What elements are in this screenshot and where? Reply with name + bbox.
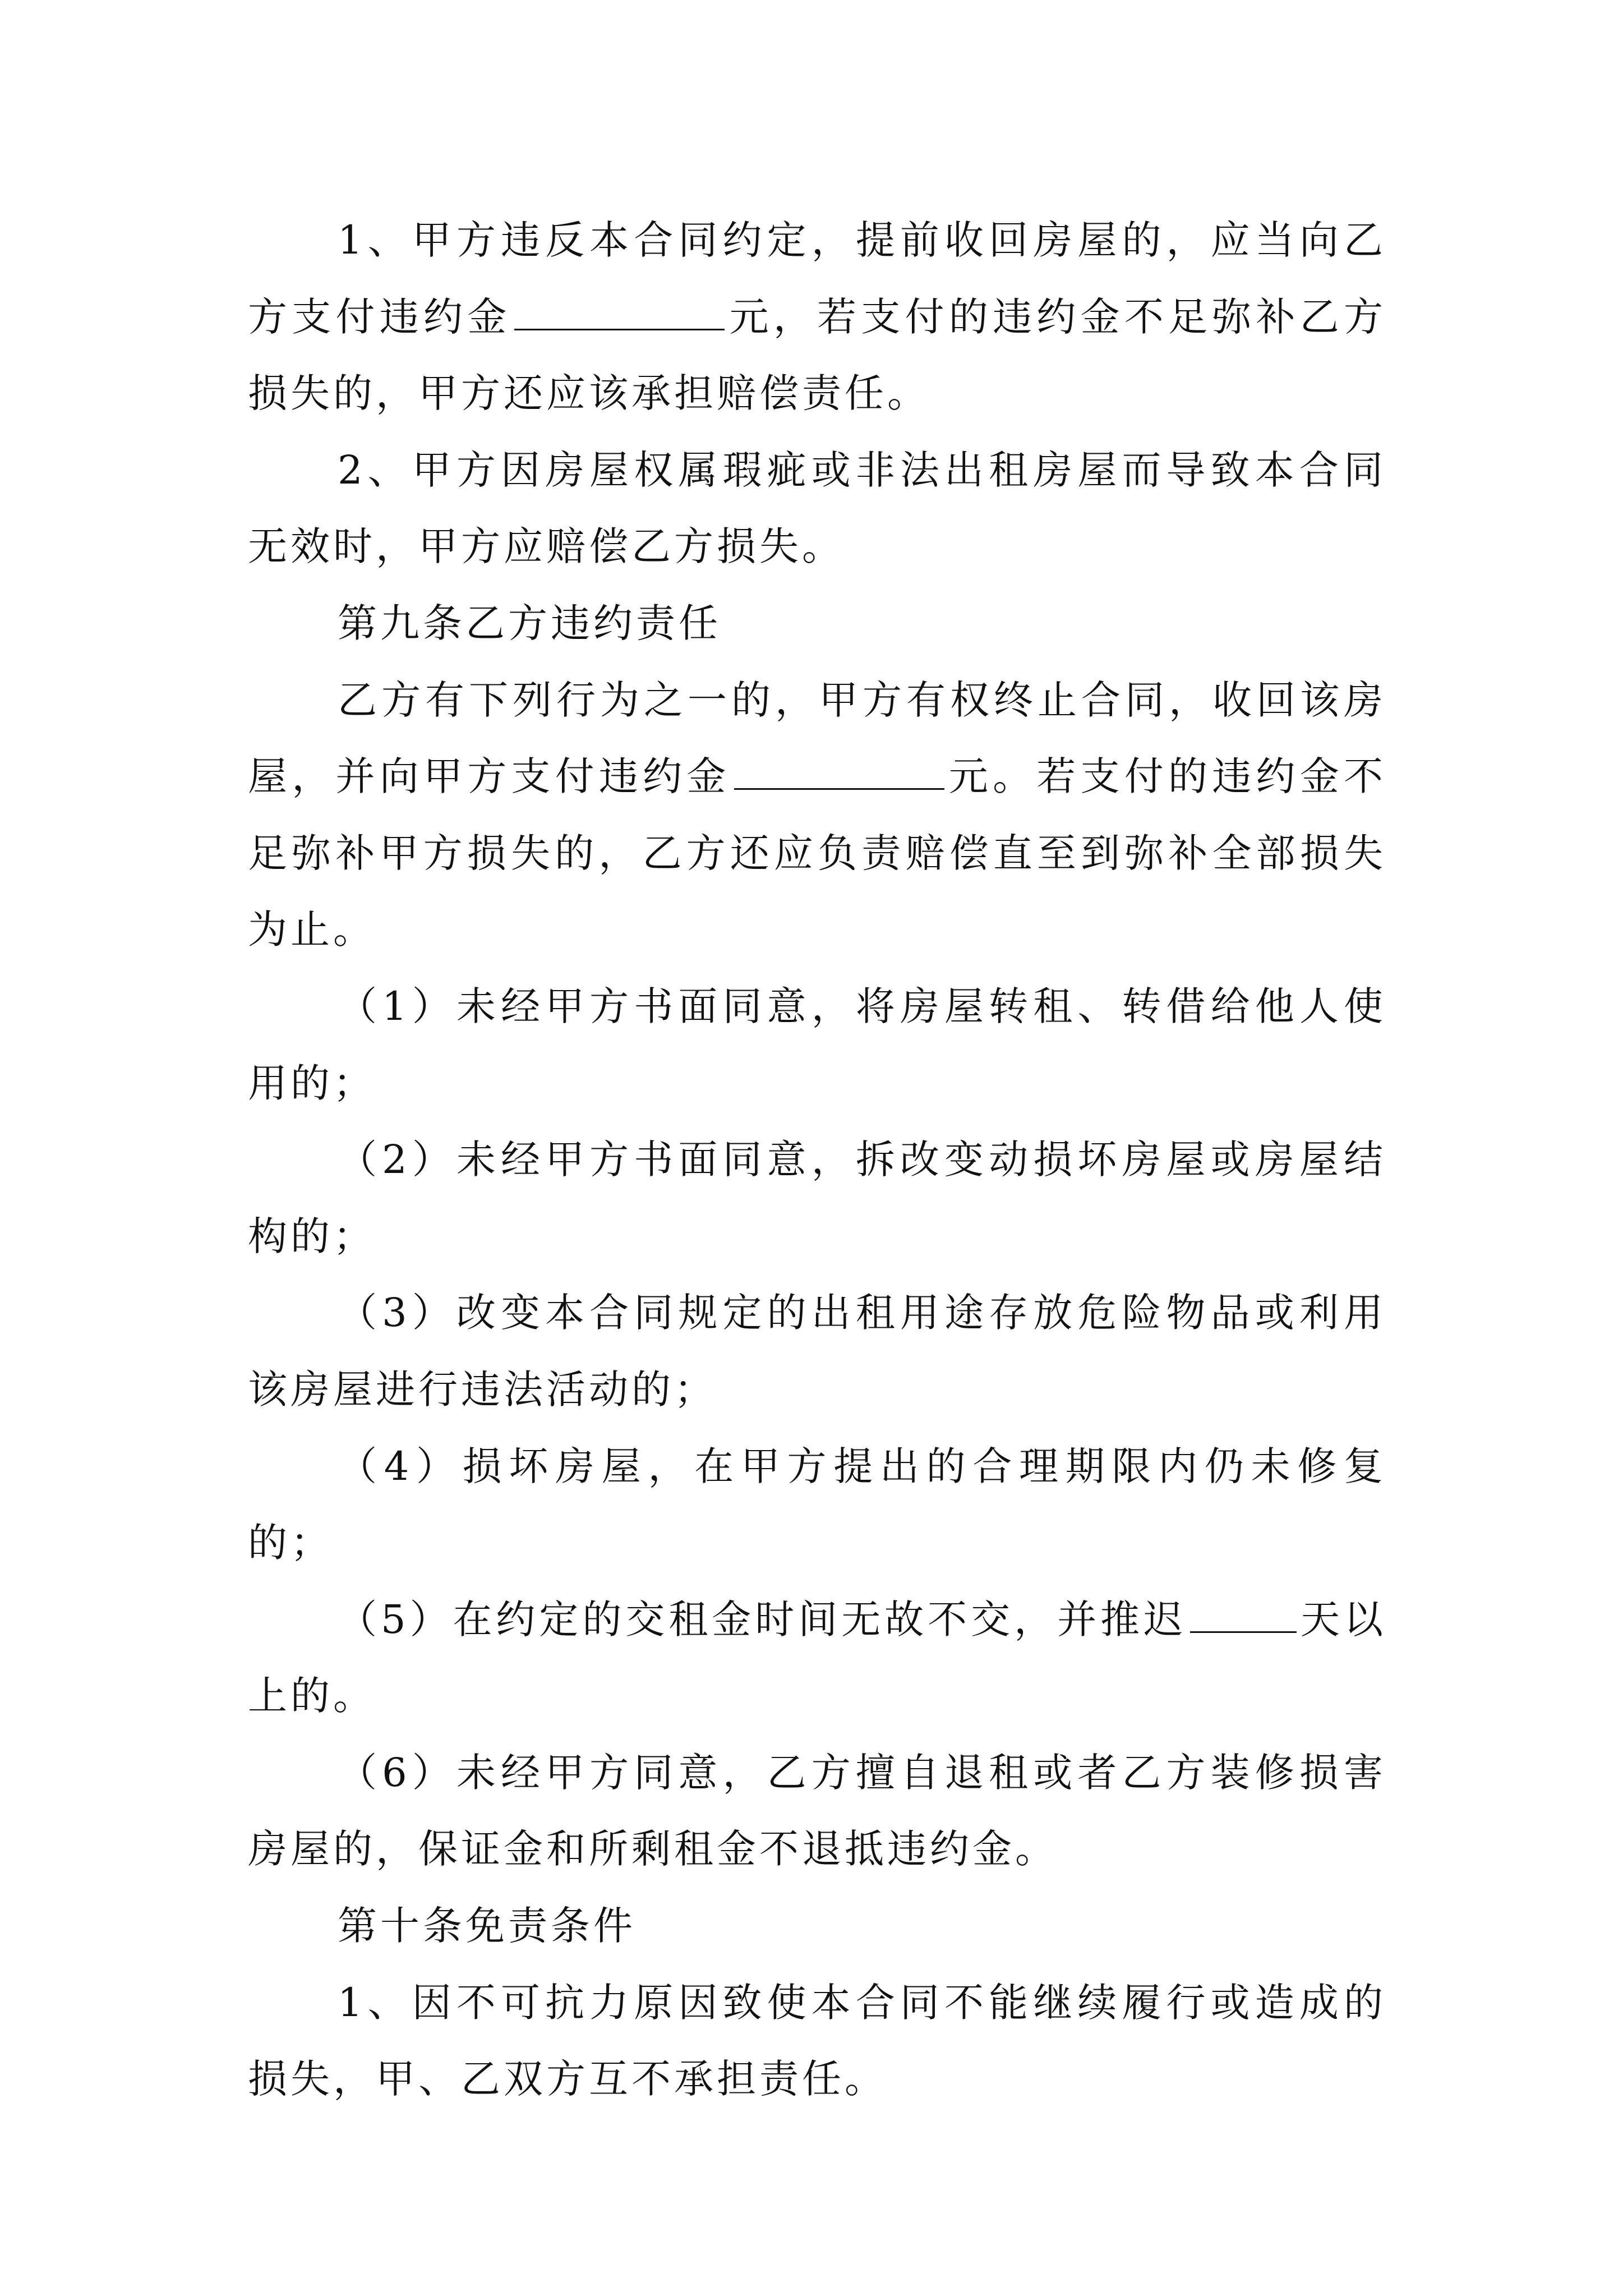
list-item-text: （1）未经甲方书面同意，将房屋转租、转借给他人使用的； (248, 983, 1386, 1106)
list-item-text: （4）损坏房屋，在甲方提出的合理期限内仍未修复的； (248, 1443, 1386, 1566)
list-item-6 (248, 1734, 1386, 1888)
section-heading-article-9 (248, 585, 1386, 662)
list-item-text: 天以上的。 (248, 1596, 1386, 1719)
paragraph-text: 元。若支付的违约金不足弥补甲方损失的，乙方还应负责赔偿直至到弥补全部损失为止。 (248, 753, 1387, 953)
blank-penalty-amount (734, 754, 944, 790)
paragraph-text: 乙方有下列行为之一的，甲方有权终止合同，收回该房屋，并向甲方支付违约金 (248, 677, 1386, 800)
section-heading-text: 第十条免责条件 (338, 1903, 636, 1949)
list-item-text: （6）未经甲方同意，乙方擅自退租或者乙方装修损害房屋的，保证金和所剩租金不退抵违约金。 (248, 1749, 1386, 1872)
document-body (248, 202, 1386, 2118)
list-item-text: （5）在约定的交租金时间无故不交，并推迟 (338, 1596, 1187, 1642)
list-item-4 (248, 1428, 1386, 1581)
section-heading-text: 第九条乙方违约责任 (338, 600, 721, 646)
paragraph-tenant-breach-intro (248, 662, 1386, 968)
paragraph-landlord-early-recovery (248, 202, 1386, 432)
list-item-5 (248, 1581, 1386, 1734)
list-item-text: （3）改变本合同规定的出租用途存放危险物品或利用该房屋进行违法活动的； (248, 1290, 1386, 1412)
paragraph-text: 1、因不可抗力原因致使本合同不能继续履行或造成的损失，甲、乙双方互不承担责任。 (248, 1979, 1386, 2102)
section-heading-article-10 (248, 1888, 1386, 1964)
paragraph-text: 1、甲方违反本合同约定，提前收回房屋的，应当向乙方支付违约金 (248, 217, 1386, 340)
paragraph-text: 2、甲方因房屋权属瑕疵或非法出租房屋而导致本合同无效时，甲方应赔偿乙方损失。 (248, 447, 1386, 570)
paragraph-force-majeure (248, 1964, 1386, 2118)
paragraph-landlord-defect (248, 432, 1386, 585)
blank-penalty-amount (514, 295, 725, 330)
list-item-2 (248, 1121, 1386, 1274)
blank-days (1190, 1598, 1297, 1633)
list-item-1 (248, 968, 1386, 1121)
list-item-text: （2）未经甲方书面同意，拆改变动损坏房屋或房屋结构的； (248, 1137, 1386, 1259)
list-item-3 (248, 1274, 1386, 1428)
paragraph-text: 元，若支付的违约金不足弥补乙方损失的，甲方还应该承担赔偿责任。 (248, 293, 1387, 417)
